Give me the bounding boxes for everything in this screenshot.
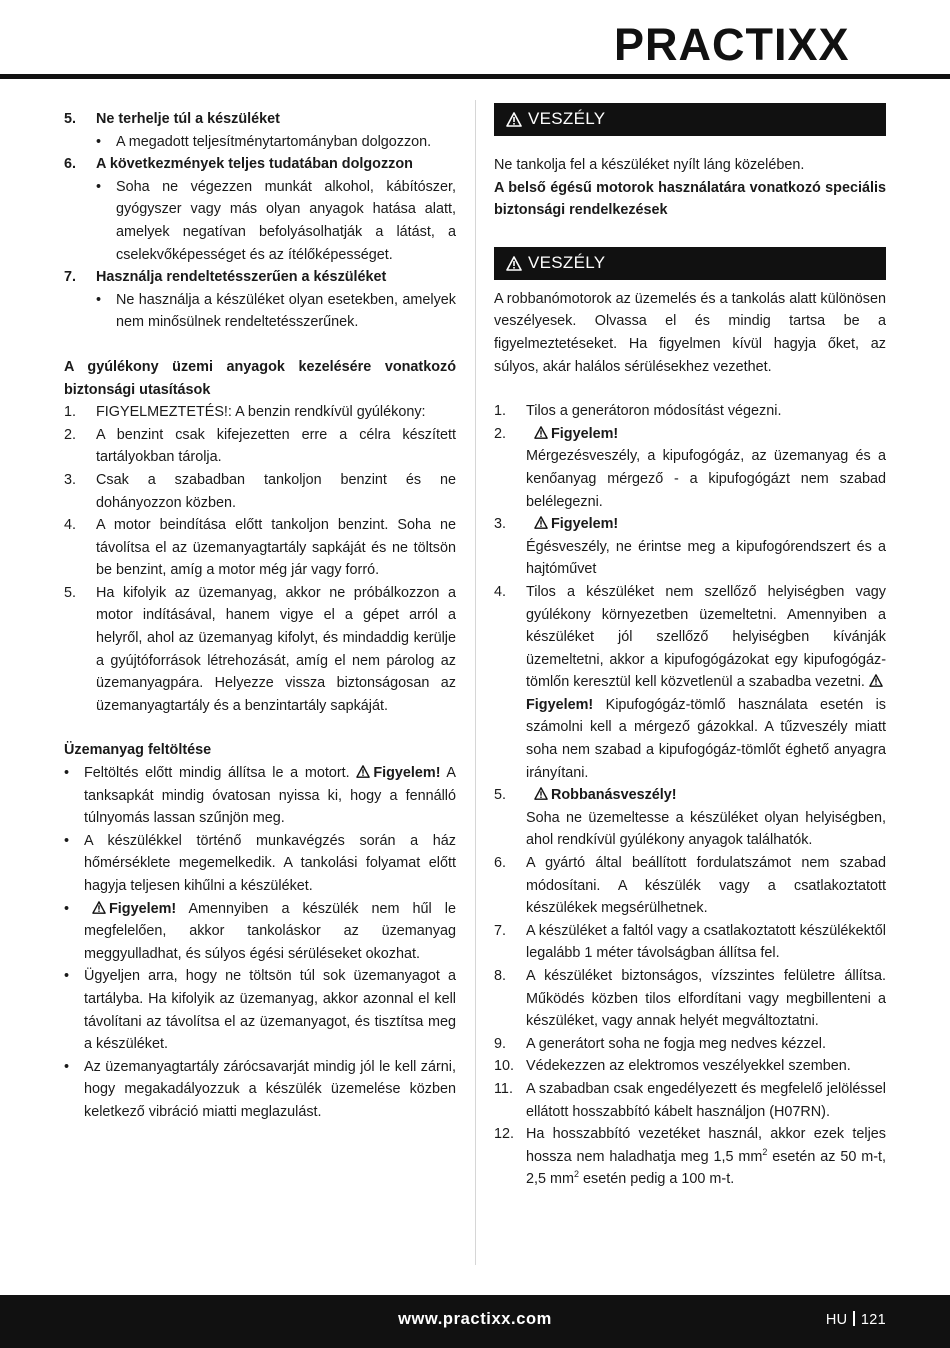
practixx-logo-icon <box>614 14 914 76</box>
bullet-icon: • <box>64 1058 70 1075</box>
item-text: Tilos a generátoron módosítást végezni. <box>526 403 782 420</box>
item-text: A gyártó által beállított fordulatszámot nem szabad módosítani. A készülék vagy a csatlakoztatott készülékek megsérülhetnek. <box>526 855 886 917</box>
bullet-icon: • <box>96 291 102 308</box>
footer-url[interactable]: www.practixx.com <box>398 1310 552 1328</box>
item-number: 1. <box>494 403 507 420</box>
page-indicator <box>826 1311 886 1328</box>
bullet-item <box>64 289 456 334</box>
list-item <box>494 1033 886 1056</box>
bullet-icon: • <box>64 968 70 985</box>
warning-label: Figyelem! <box>109 900 177 917</box>
item-text: Ha kifolyik az üzemanyag, akkor ne próbálkozzon a motor indításával, hanem vigye el a gépet arról a helyről, ahol az üzemanyag kifolyt, és mindaddig kerülje a gyújtóforrások létrehozását, amíg el nem párolog az üzemanyagpára. Helyezze vissza biztonságosan az üzemanyagtartály és a benzintartály sapkáját. <box>96 584 456 714</box>
list-item <box>494 581 886 784</box>
list-item-continuation <box>494 807 886 852</box>
item-text: Mérgezésveszély, a kipufogógáz, az üzemanyag és a kenőanyag mérgező - a kipufogógázt nem szabad belélegezni. <box>526 448 886 510</box>
list-item <box>494 1123 886 1191</box>
bullet-icon: • <box>64 900 70 917</box>
bullet-icon: • <box>96 133 102 150</box>
superscript: 2 <box>573 1169 579 1180</box>
warning-icon <box>534 787 548 800</box>
item-text: A motor beindítása előtt tankoljon benzint. Soha ne távolítsa el az üzemanyagtartály sapkáját és ne töltsön be benzint, amíg a motor még jár vagy forró. <box>96 517 456 579</box>
list-item <box>494 920 886 965</box>
bullet-text: A tanksapkát mindig óvatosan nyissa ki, hogy a fennálló túlnyomás lassan szűnjön meg. <box>84 765 456 827</box>
item-title: Ne terhelje túl a készüléket <box>96 111 280 127</box>
item-number: 3. <box>64 471 77 488</box>
page-number: 121 <box>860 1312 886 1328</box>
item-number: 2. <box>494 425 507 442</box>
item-number: 5. <box>494 787 507 804</box>
right-column <box>494 103 886 1191</box>
item-text: Kipufogógáz-tömlő használata esetén is számolni kell a mérgező gázokkal. A tűzveszély miatt soha nem szabad a kipufogógáz-tömlőt éghető anyagra irányítani. <box>526 696 886 781</box>
list-item <box>64 469 456 514</box>
bullet-item <box>64 762 456 830</box>
list-item <box>64 108 456 131</box>
danger-label: VESZÉLY <box>528 252 606 272</box>
warning-icon <box>356 765 370 778</box>
bullet-icon: • <box>64 765 70 782</box>
item-number: 5. <box>64 111 77 127</box>
list-item <box>64 514 456 582</box>
brand-name: PRACTIXX <box>614 19 850 70</box>
list-item <box>64 401 456 424</box>
bullet-icon: • <box>64 832 70 849</box>
list-item <box>494 513 886 536</box>
danger-banner <box>494 247 886 280</box>
item-number: 4. <box>64 517 77 534</box>
item-title: A következmények teljes tudatában dolgozzon <box>96 156 413 173</box>
bullet-item <box>64 1056 456 1124</box>
danger-text: A robbanómotorok az üzemelés és a tankolás alatt különösen veszélyesek. Olvassa el és mindig tartsa be a figyelmeztetéseket. Ha figyelmen kívül hagyja őket, az súlyos, akár halálos sérülésekhez vezethet. <box>494 290 886 375</box>
warning-label: Figyelem! <box>551 425 619 442</box>
bullet-item <box>64 830 456 898</box>
item-text: A szabadban csak engedélyezett és megfelelő jelöléssel ellátott hosszabbító kábelt használjon (H07RN). <box>526 1080 886 1120</box>
language-code: HU <box>825 1312 848 1328</box>
list-item <box>64 153 456 176</box>
item-number: 2. <box>64 426 77 443</box>
item-number: 8. <box>494 968 507 984</box>
footer-bar <box>0 1295 950 1348</box>
item-text: Soha ne üzemeltesse a készüléket olyan helyiségben, ahol rendkívül gyúlékony anyagok találhatók. <box>526 809 886 849</box>
item-number: 6. <box>64 156 77 173</box>
item-number: 3. <box>494 516 507 533</box>
warning-label: Robbanásveszély! <box>551 787 677 804</box>
item-number: 10. <box>494 1058 515 1075</box>
bullet-item <box>64 176 456 266</box>
list-item <box>494 400 886 423</box>
warning-label: Figyelem! <box>373 765 441 782</box>
spacer <box>494 222 886 247</box>
bullet-text: Az üzemanyagtartály zárócsavarját mindig jól le kell zárni, hogy megakadályozzuk a készülék üzemelése közben keletkező vibráció miatti meglazulást. <box>84 1058 456 1120</box>
warning-icon <box>506 256 522 271</box>
item-text: FIGYELMEZTETÉS!: A benzin rendkívül gyúlékony: <box>96 404 426 421</box>
brand-logo <box>614 14 914 76</box>
bullet-text: Soha ne végezzen munkát alkohol, kábítószer, gyógyszer vagy más olyan anyagok hatása alatt, amelyek negatívan befolyásolhatják a látást, a cselekvőképességet és az ítélőképességet. <box>116 178 456 263</box>
superscript: 2 <box>762 1146 768 1157</box>
list-item <box>64 582 456 718</box>
item-text: A készüléket biztonságos, vízszintes felületre állítsa. Működés közben tilos elfordítani vagy megbillenteni a készüléket, vagy annak helyét megváltoztatni. <box>526 968 886 1030</box>
list-item <box>494 784 886 807</box>
warning-icon <box>534 426 548 439</box>
item-text: A generátort soha ne fogja meg nedves kézzel. <box>526 1035 826 1052</box>
left-column <box>64 108 456 1124</box>
warning-label: Figyelem! <box>526 696 594 713</box>
list-item <box>64 266 456 289</box>
danger-text: Ne tankolja fel a készüléket nyílt láng közelében. <box>494 157 805 173</box>
item-text: esetén az 50 m-t, 2,5 mm <box>526 1148 886 1188</box>
item-number: 7. <box>64 269 77 286</box>
bullet-text: Ne használja a készüléket olyan esetekben, amelyek nem minősülnek rendeltetésszerűnek. <box>116 291 456 331</box>
spacer <box>64 717 456 739</box>
warning-icon <box>506 112 522 127</box>
spacer <box>494 280 886 288</box>
list-item <box>494 852 886 920</box>
danger-banner <box>494 103 886 136</box>
column-divider <box>475 100 476 1265</box>
bullet-item <box>64 965 456 1055</box>
list-item-continuation <box>494 536 886 581</box>
separator <box>853 1311 855 1326</box>
section-heading-fuel: Üzemanyag feltöltése <box>64 742 212 759</box>
list-item <box>64 424 456 469</box>
section-heading-flammable: A gyúlékony üzemi anyagok kezelésére vonatkozó biztonsági utasítások <box>64 358 456 398</box>
list-item-continuation <box>494 445 886 513</box>
section-heading-engines: A belső égésű motorok használatára vonatkozó speciális biztonsági rendelkezések <box>494 179 886 219</box>
header-rule <box>0 74 950 79</box>
warning-icon <box>92 901 106 914</box>
item-text: Égésveszély, ne érintse meg a kipufogórendszert és a hajtóművet <box>526 538 886 578</box>
bullet-text: Feltöltés előtt mindig állítsa le a motort. <box>84 765 350 782</box>
bullet-item <box>64 898 456 966</box>
list-item <box>494 1078 886 1123</box>
item-text: A benzint csak kifejezetten erre a célra készített tartályokban tárolja. <box>96 426 456 466</box>
item-text: Csak a szabadban tankoljon benzint és ne dohányozzon közben. <box>96 471 456 511</box>
list-item <box>494 423 886 446</box>
bullet-text: Amennyiben a készülék nem hűl le megfelelően, akkor tankoláskor az üzemanyag meggyulladhat, és súlyos égési sérüléseket okozhat. <box>84 900 456 962</box>
item-title: Használja rendeltetésszerűen a készüléket <box>96 269 387 286</box>
danger-label: VESZÉLY <box>528 109 606 129</box>
bullet-item <box>64 131 456 154</box>
item-number: 4. <box>494 583 507 600</box>
item-text: Védekezzen az elektromos veszélyekkel szemben. <box>526 1058 851 1075</box>
item-text: Tilos a készüléket nem szellőző helyiségben vagy gyúlékony környezetben üzemeltetni. Amennyiben a készüléket jól szellőző helyiségben kívánják üzemeltetni, akkor a kipufogógázokat egy kipufogógáz-tömlőn keresztül kell közvetlenül a szabadba vezetni. <box>526 583 886 691</box>
bullet-text: A készülékkel történő munkavégzés során a ház hőmérséklete megemelkedik. A tankolási folyamat előtt hagyja teljesen kihűlni a készüléket. <box>84 832 456 894</box>
item-number: 7. <box>494 922 507 939</box>
list-item <box>494 965 886 1033</box>
spacer <box>494 136 886 154</box>
bullet-text: A megadott teljesítménytartományban dolgozzon. <box>116 133 432 150</box>
warning-icon <box>534 516 548 529</box>
item-number: 1. <box>64 404 77 421</box>
item-number: 12. <box>494 1126 515 1143</box>
spacer <box>494 378 886 400</box>
warning-label: Figyelem! <box>551 516 619 533</box>
warning-icon <box>869 674 883 687</box>
list-item <box>494 1055 886 1078</box>
bullet-icon: • <box>96 178 102 195</box>
item-number: 9. <box>494 1035 507 1052</box>
item-number: 5. <box>64 584 77 601</box>
spacer <box>64 334 456 356</box>
item-text: esetén pedig a 100 m-t. <box>579 1171 735 1188</box>
item-number: 11. <box>494 1080 513 1097</box>
bullet-text: Ügyeljen arra, hogy ne töltsön túl sok üzemanyagot a tartályba. Ha kifolyik az üzemanyag, akkor azonnal el kell távolítani az távolítsa el az üzemanyagot, és tisztítsa meg a készüléket. <box>84 968 456 1053</box>
item-number: 6. <box>494 855 507 872</box>
item-text: A készüléket a faltól vagy a csatlakoztatott készülékektől legalább 1 méter távolságban állítsa fel. <box>526 922 886 962</box>
item-text: Ha hosszabbító vezetéket használ, akkor ezek teljes hossza nem haladhatja meg 1,5 mm <box>526 1126 886 1165</box>
